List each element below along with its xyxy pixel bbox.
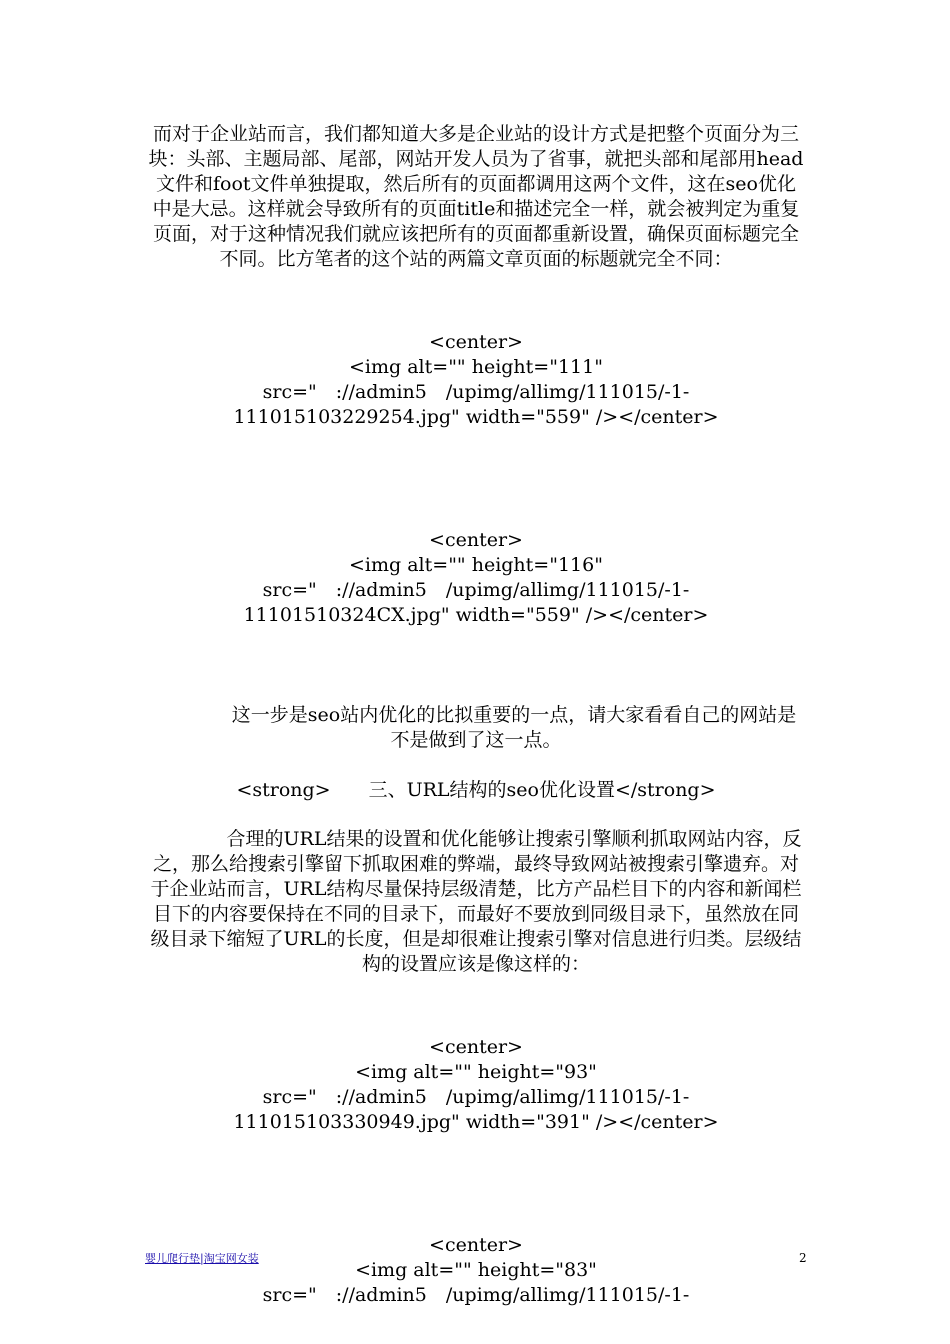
code-block-3 [148,1035,804,1135]
code-line: <img alt="" height="116" src=" ://admin5 /upimg/allimg/111015/-1- [262,554,690,601]
spacer [148,430,804,528]
code-line: <img alt="" height="93" src=" ://admin5 /upimg/allimg/111015/-1- [262,1061,690,1108]
code-block-4 [148,1233,804,1308]
paragraph-note: 这一步是seo站内优化的比拟重要的一点，请大家看看自己的网站是不是做到了这一点。 [231,704,797,751]
code-line: <img alt="" height="83" src=" ://admin5 /upimg/allimg/111015/-1- [262,1259,690,1306]
code-line: <img alt="" height="111" src=" ://admin5 /upimg/allimg/111015/-1- [262,356,690,403]
code-block-1 [148,330,804,430]
section-heading: <strong> 三、URL结构的seo优化设置</strong> [236,779,716,801]
spacer [148,753,804,778]
code-line: <center> [429,1036,523,1058]
spacer [148,977,804,1035]
code-line: 111015103229254.jpg" width="559" /></center> [233,406,719,428]
code-line: <center> [429,529,523,551]
code-block-2 [148,528,804,628]
spacer [148,1135,804,1233]
spacer [148,628,804,703]
paragraph-intro: 而对于企业站而言，我们都知道大多是企业站的设计方式是把整个页面分为三块：头部、主题局部、尾部，网站开发人员为了省事，就把头部和尾部用head文件和foot文件单独提取，然后所有的页面都调用这两个文件，这在seo优化中是大忌。这样就会导致所有的页面title和描述完全一样，就会被判定为重复页面，对于这种情况我们就应该把所有的页面都重新设置，确保页面标题完全不同。比方笔者的这个站的两篇文章页面的标题就完全不同： [148,123,804,270]
spacer [148,803,804,827]
code-line: 111015103330949.jpg" width="391" /></center> [233,1111,719,1133]
page-number: 2 [799,1251,807,1265]
code-line: 11101510324CX.jpg" width="559" /></center> [243,604,709,626]
code-line: <center> [429,331,523,353]
footer-link[interactable]: 婴儿爬行垫|淘宝网女装 [145,1252,259,1265]
document-body [148,122,804,1308]
paragraph-url-structure: 合理的URL结果的设置和优化能够让搜索引擎顺利抓取网站内容，反之，那么给搜索引擎留下抓取困难的弊端，最终导致网站被搜索引擎遗弃。对于企业站而言，URL结构尽量保持层级清楚，比方产品栏目下的内容和新闻栏目下的内容要保持在不同的目录下，而最好不要放到同级目录下，虽然放在同级目录下缩短了URL的长度，但是却很难让搜索引擎对信息进行归类。层级结构的设置应该是像这样的： [150,828,802,975]
spacer [148,272,804,330]
code-line: <center> [429,1234,523,1256]
